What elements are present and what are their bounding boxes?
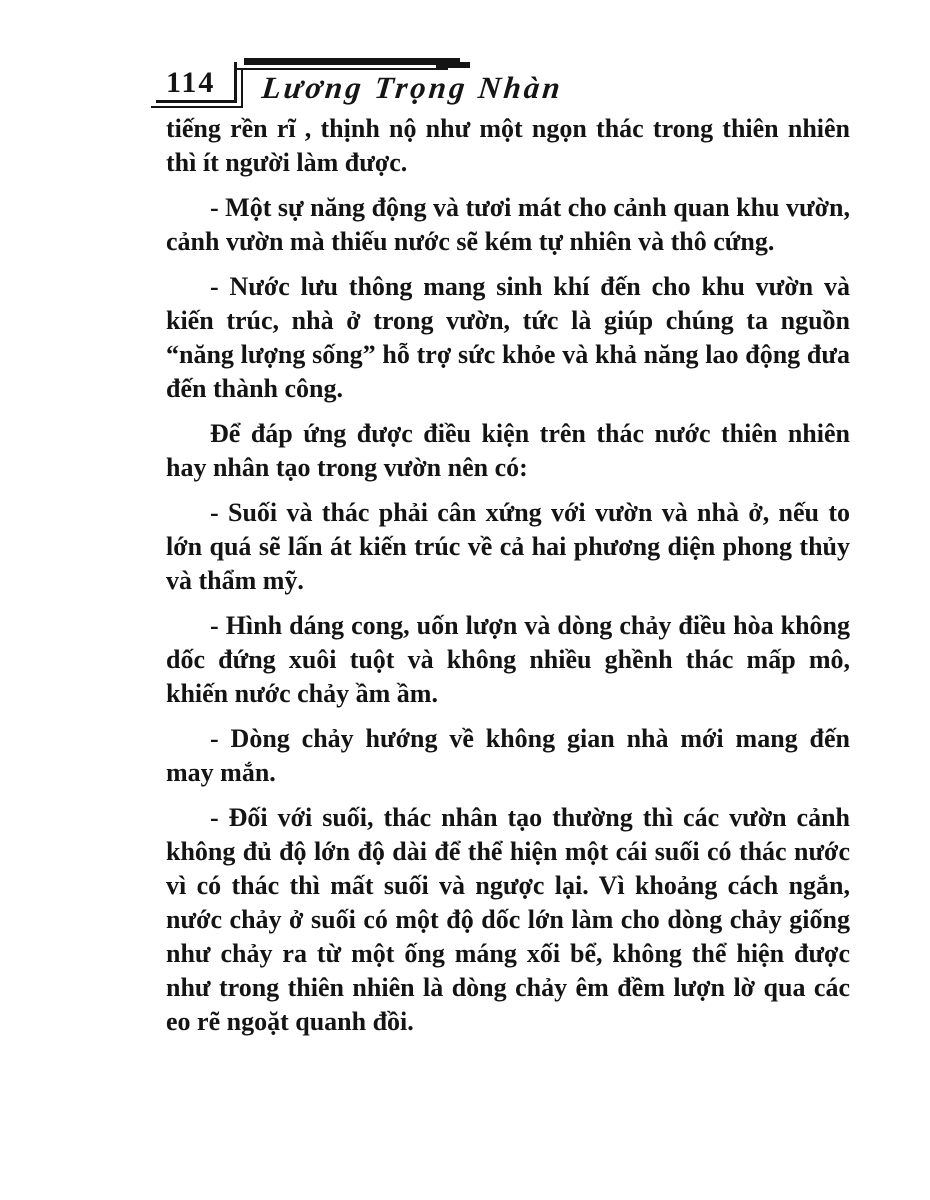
page-header xyxy=(0,0,930,118)
header-rule-vertical-thin xyxy=(241,68,243,108)
body-paragraph-4: Để đáp ứng được điều kiện trên thác nước thiên nhiên hay nhân tạo trong vườn nên có: xyxy=(166,419,850,482)
body-paragraph-7: - Dòng chảy hướng về không gian nhà mới mang đến may mắn. xyxy=(166,724,850,787)
body-paragraph-1: tiếng rền rĩ , thịnh nộ như một ngọn thác trong thiên nhiên thì ít người làm được. xyxy=(166,114,850,177)
header-rule-top-bar xyxy=(244,58,460,65)
page-body xyxy=(166,112,850,1039)
header-rule-underline-thin xyxy=(151,106,243,108)
body-paragraph-3: - Nước lưu thông mang sinh khí đến cho khu vườn và kiến trúc, nhà ở trong vườn, tức là giúp chúng ta nguồn “năng lượng sống” hỗ trợ sức khỏe và khả năng lao động đưa đến thành công. xyxy=(166,272,850,403)
header-rule-underline-thick xyxy=(156,100,236,103)
body-paragraph-8: - Đối với suối, thác nhân tạo thường thì các vườn cảnh không đủ độ lớn độ dài để thể hiện một cái suối có thác nước vì có thác thì mất suối và ngược lại. Vì khoảng cách ngắn, nước chảy ở suối có một độ dốc lớn làm cho dòng chảy giống như chảy ra từ một ống máng xối bể, không thể hiện được như trong thiên nhiên là dòng chảy êm đềm lượn lờ qua các eo rẽ ngoặt quanh đồi. xyxy=(166,803,850,1036)
body-paragraph-5: - Suối và thác phải cân xứng với vườn và nhà ở, nếu to lớn quá sẽ lấn át kiến trúc về cả hai phương diện phong thủy và thẩm mỹ. xyxy=(166,498,850,595)
running-head-author: Lương Trọng Nhàn xyxy=(260,70,565,105)
body-paragraph-6: - Hình dáng cong, uốn lượn và dòng chảy điều hòa không dốc đứng xuôi tuột và không nhiều ghềnh thác mấp mô, khiến nước chảy ầm ầm. xyxy=(166,611,850,708)
page-number: 114 xyxy=(166,66,216,99)
body-paragraph-2: - Một sự năng động và tươi mát cho cảnh quan khu vườn, cảnh vườn mà thiếu nước sẽ kém tự nhiên và thô cứng. xyxy=(166,193,850,256)
